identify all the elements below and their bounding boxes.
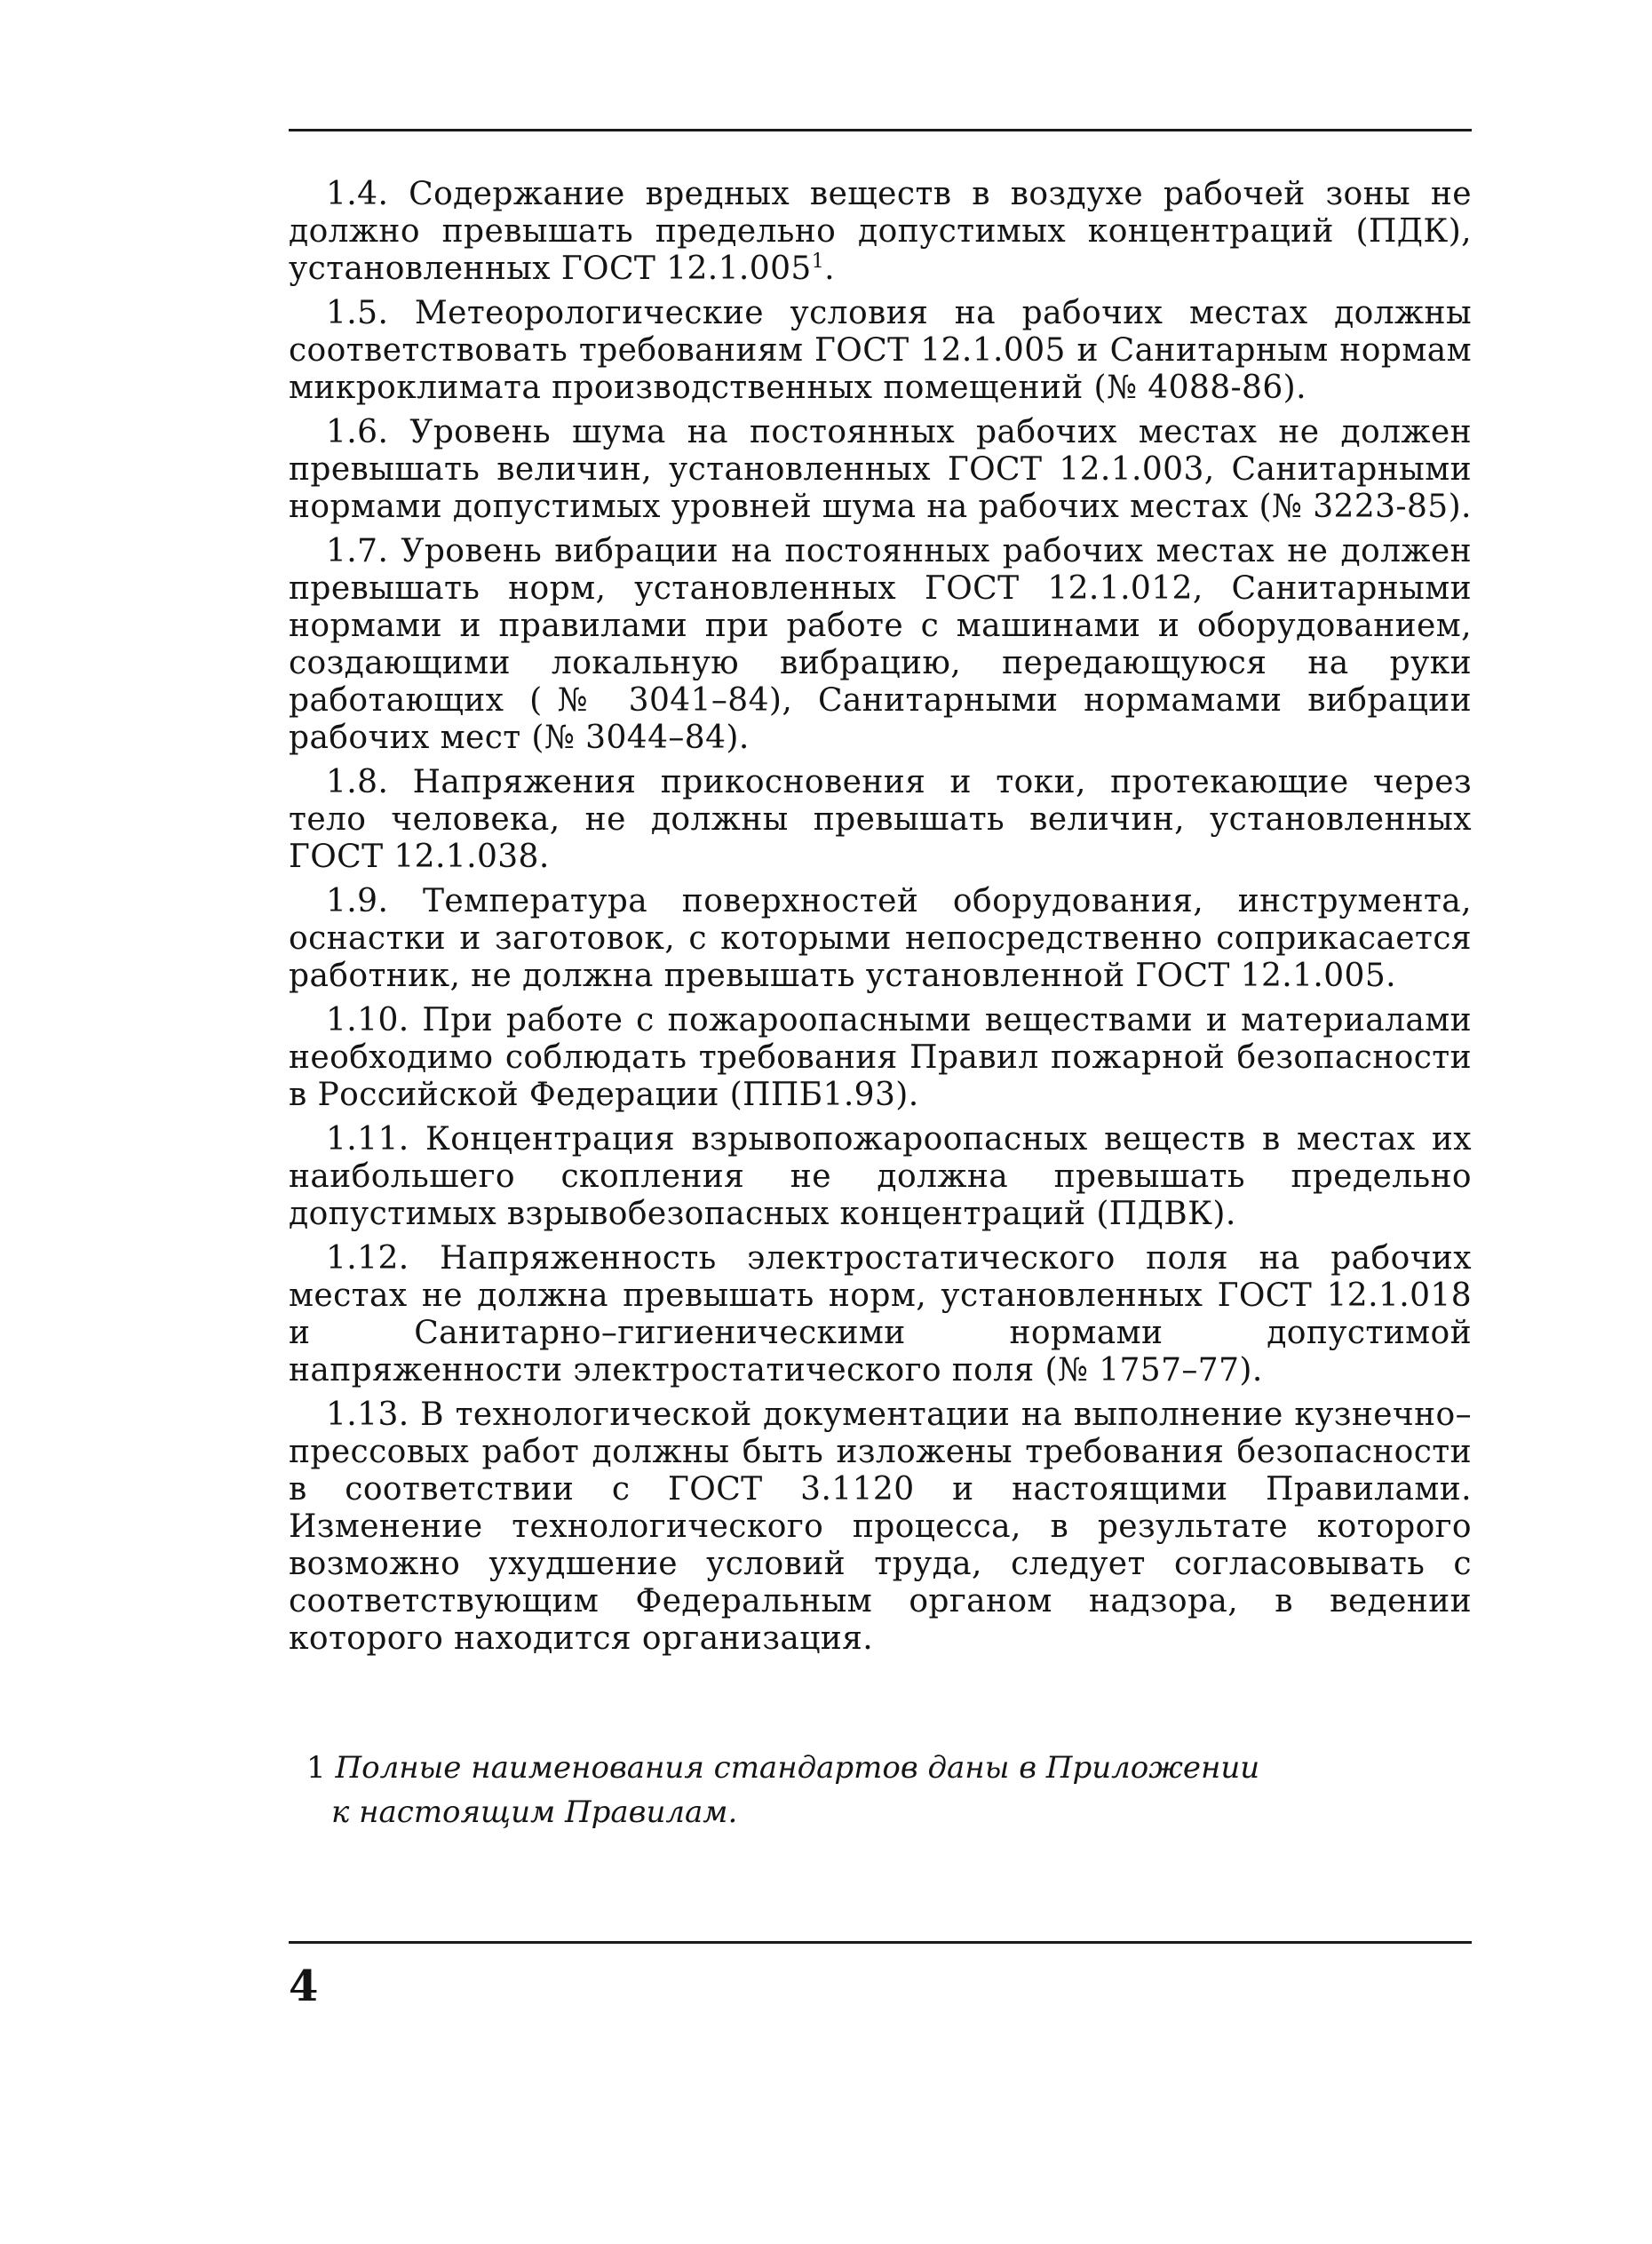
- paragraph-1-4-text: 1.4. Содержание вредных веществ в воздухе рабочей зоны не должно превышать предельно допустимых концентраций (ПДК), установленных ГОСТ 12.1.005: [289, 176, 1472, 287]
- paragraph-1-7: 1.7. Уровень вибрации на постоянных рабочих местах не должен превышать норм, установленных ГОСТ 12.1.012, Санитарными нормами и правилами при работе с машинами и оборудованием, создающими локальную вибрацию, передающуюся на руки работающих (№ 3041–84), Санитарными нормамами вибрации рабочих мест (№ 3044–84).: [289, 533, 1472, 756]
- footnote: [306, 1746, 1372, 1834]
- paragraph-1-10: 1.10. При работе с пожароопасными веществами и материалами необходимо соблюдать требования Правил пожарной безопасности в Российской Федерации (ППБ1.93).: [289, 1002, 1472, 1113]
- page-number: 4: [289, 1962, 319, 2011]
- top-rule: [289, 129, 1472, 131]
- paragraph-1-5: 1.5. Метеорологические условия на рабочих местах должны соответствовать требованиям ГОСТ 12.1.005 и Санитарным нормам микроклимата производственных помещений (№ 4088-86).: [289, 295, 1472, 406]
- footnote-number: 1: [306, 1750, 326, 1786]
- bottom-rule: [289, 1941, 1472, 1944]
- paragraph-1-9: 1.9. Температура поверхностей оборудования, инструмента, оснастки и заготовок, с которыми непосредственно соприкасается работник, не должна превышать установленной ГОСТ 12.1.005.: [289, 883, 1472, 994]
- paragraph-1-12: 1.12. Напряженность электростатического поля на рабочих местах не должна превышать норм, установленных ГОСТ 12.1.018 и Санитарно–гигиеническими нормами допустимой напряженности электростатического поля (№ 1757–77).: [289, 1240, 1472, 1389]
- paragraph-1-8: 1.8. Напряжения прикосновения и токи, протекающие через тело человека, не должны превышать величин, установленных ГОСТ 12.1.038.: [289, 764, 1472, 875]
- paragraph-1-13: 1.13. В технологической документации на выполнение кузнечно–прессовых работ должны быть изложены требования безопасности в соответствии с ГОСТ 3.1120 и настоящими Правилами. Изменение технологического процесса, в результате которого возможно ухудшение условий труда, следует согласовывать с соответствующим Федеральным органом надзора, в ведении которого находится организация.: [289, 1397, 1472, 1657]
- paragraph-1-4-tail: .: [824, 251, 835, 287]
- footnote-line-1: Полные наименования стандартов даны в Приложении: [335, 1750, 1260, 1786]
- paragraph-1-4: [289, 176, 1472, 288]
- page-body: [289, 176, 1472, 1665]
- footnote-reference: 1: [811, 251, 825, 273]
- paragraph-1-6: 1.6. Уровень шума на постоянных рабочих местах не должен превышать величин, установленных ГОСТ 12.1.003, Санитарными нормами допустимых уровней шума на рабочих местах (№ 3223-85).: [289, 414, 1472, 525]
- footnote-line-2: к настоящим Правилам.: [331, 1794, 738, 1830]
- paragraph-1-11: 1.11. Концентрация взрывопожароопасных веществ в местах их наибольшего скопления не должна превышать предельно допустимых взрывобезопасных концентраций (ПДВК).: [289, 1121, 1472, 1232]
